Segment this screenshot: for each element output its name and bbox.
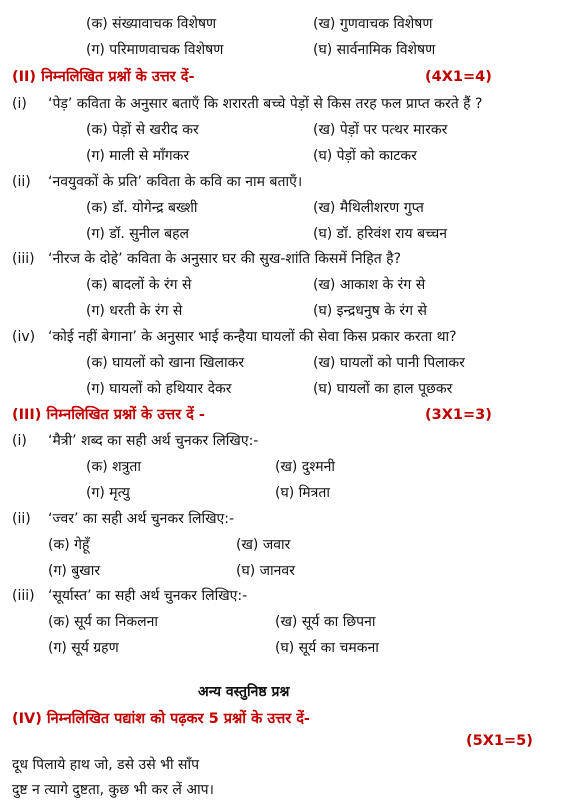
option-text: (घ) डॉ. हरिवंश राय बच्चन: [313, 226, 448, 242]
option-text: (ग) बुखार: [48, 563, 101, 579]
option-text: (ग) परिमाणवाचक विशेषण: [86, 42, 224, 58]
option-text: (ग) सूर्य ग्रहण: [48, 640, 119, 656]
option-text: (घ) पेड़ों को काटकर: [313, 148, 417, 164]
option-text: (ख) मैथिलीशरण गुप्त: [313, 200, 424, 216]
section-heading: (III) निम्नलिखित प्रश्नों के उत्तर दें -: [12, 407, 205, 423]
option-text: (क) पेड़ों से खरीद कर: [86, 122, 199, 138]
option-text: (ख) जवार: [236, 537, 291, 553]
option-text: (ख) आकाश के रंग से: [313, 277, 426, 293]
question-text: ‘पेड़’ कविता के अनुसार बताएँ कि शरारती बच्चे पेड़ों से किस तरह फल प्राप्त करते हैं ?: [48, 96, 483, 112]
question-text: ‘नीरज के दोहे’ कविता के अनुसार घर की सुख-शांति किसमें निहित है?: [48, 251, 402, 267]
option-text: (घ) जानवर: [236, 563, 295, 579]
option-text: (घ) मित्रता: [275, 485, 330, 501]
option-text: (ख) सूर्य का छिपना: [275, 614, 376, 630]
question-number: (i): [12, 96, 27, 112]
option-text: (क) सूर्य का निकलना: [48, 614, 159, 630]
option-text: (ख) गुणवाचक विशेषण: [313, 16, 433, 32]
poem-line: दुष्ट न त्यागे दुष्टता, कुछ भी कर लें आप।: [12, 782, 214, 798]
option-text: (घ) सार्वनामिक विशेषण: [313, 42, 436, 58]
poem-line: दूध पिलाये हाथ जो, डसे उसे भी साँप: [12, 757, 200, 773]
option-text: (क) बादलों के रंग से: [86, 277, 192, 293]
option-text: (क) डॉ. योगेन्द्र बख्शी: [86, 200, 198, 216]
question-text: ‘कोई नहीं बेगाना’ के अनुसार भाई कन्हैया घायलों की सेवा किस प्रकार करता था?: [48, 329, 457, 345]
option-text: (ग) घायलों को हथियार देकर: [86, 381, 232, 397]
section-heading: (II) निम्नलिखित प्रश्नों के उत्तर दें-: [12, 69, 195, 85]
question-number: (ii): [12, 174, 31, 190]
option-text: (क) घायलों को खाना खिलाकर: [86, 355, 245, 371]
option-text: (ग) धरती के रंग से: [86, 303, 183, 319]
option-text: (क) संख्यावाचक विशेषण: [86, 16, 217, 32]
option-text: (ख) घायलों को पानी पिलाकर: [313, 355, 465, 371]
option-text: (ग) डॉ. सुनील बहल: [86, 226, 189, 242]
section-marks: (5X1=5): [466, 733, 533, 749]
option-text: (घ) सूर्य का चमकना: [275, 640, 379, 656]
option-text: (घ) घायलों का हाल पूछकर: [313, 381, 453, 397]
option-text: (ख) दुश्मनी: [275, 459, 335, 475]
option-text: (घ) इन्द्रधनुष के रंग से: [313, 303, 427, 319]
section-heading: (IV) निम्नलिखित पद्यांश को पढ़कर 5 प्रश्नों के उत्तर दें-: [12, 711, 310, 727]
question-number: (iii): [12, 251, 35, 267]
option-text: (ग) माली से माँगकर: [86, 148, 190, 164]
option-text: (क) गेहूँ: [48, 537, 90, 553]
question-number: (ii): [12, 511, 31, 527]
question-text: ‘मैत्री’ शब्द का सही अर्थ चुनकर लिखिए:-: [48, 433, 259, 449]
question-number: (iii): [12, 588, 35, 604]
question-number: (i): [12, 433, 27, 449]
question-text: ‘नवयुवकों के प्रति’ कविता के कवि का नाम बताएँ।: [48, 174, 303, 190]
option-text: (क) शत्रुता: [86, 459, 141, 475]
question-text: ‘ज्वर’ का सही अर्थ चुनकर लिखिए:-: [48, 511, 235, 527]
subsection-title: अन्य वस्तुनिष्ठ प्रश्न: [198, 684, 290, 700]
question-text: ‘सूर्यास्त’ का सही अर्थ चुनकर लिखिए:-: [48, 588, 248, 604]
section-marks: (3X1=3): [425, 407, 492, 423]
section-marks: (4X1=4): [425, 69, 492, 85]
option-text: (ग) मृत्यु: [86, 485, 130, 501]
question-number: (iv): [12, 329, 36, 345]
option-text: (ख) पेड़ों पर पत्थर मारकर: [313, 122, 448, 138]
